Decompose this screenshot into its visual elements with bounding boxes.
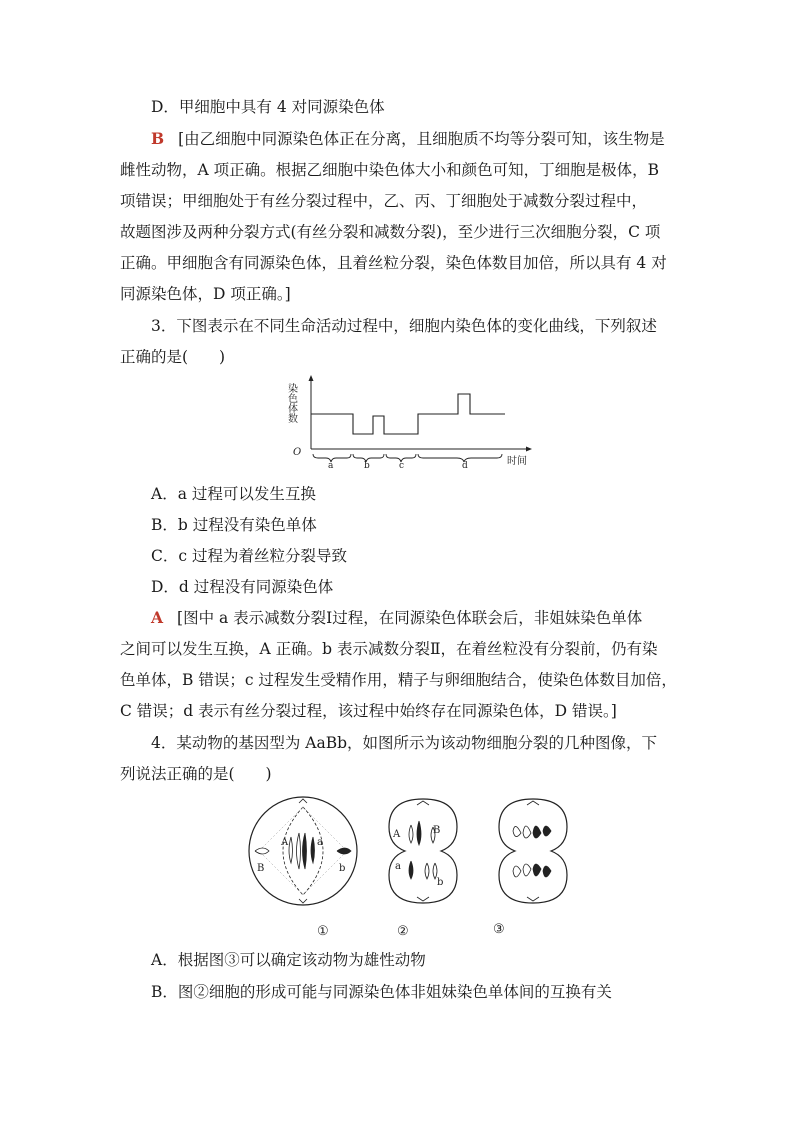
gene-label: A bbox=[281, 837, 289, 848]
q2-explanation-line: 正确。甲细胞含有同源染色体，且着丝粒分裂，染色体数目加倍，所以具有 4 对 bbox=[120, 254, 667, 272]
origin-label: O bbox=[293, 447, 302, 458]
q2-explanation-line: 雌性动物，A 项正确。根据乙细胞中染色体大小和颜色可知，丁细胞是极体，B bbox=[120, 161, 660, 179]
q3-explanation-line: 之间可以发生互换，A 正确。b 表示减数分裂Ⅱ，在着丝粒没有分裂前，仍有染 bbox=[120, 640, 658, 658]
gene-label: B bbox=[257, 863, 265, 874]
x-axis-arrow bbox=[526, 447, 532, 452]
q3-option-c: C．c 过程为着丝粒分裂导致 bbox=[151, 547, 347, 565]
q3-option-d: D．d 过程没有同源染色体 bbox=[151, 578, 334, 596]
segment-label: a bbox=[328, 461, 334, 471]
chromosome-curve bbox=[311, 394, 505, 434]
q2-answer: B bbox=[151, 129, 165, 148]
q3-stem: 正确的是( ) bbox=[120, 348, 226, 366]
q2-explanation-line: B [由乙细胞中同源染色体正在分离，且细胞质不均等分裂可知，该生物是 bbox=[151, 129, 665, 148]
q4-option-b: B．图②细胞的形成可能与同源染色体非姐妹染色单体间的互换有关 bbox=[151, 983, 612, 1001]
brace-d bbox=[418, 454, 502, 462]
gene-label: A bbox=[393, 829, 401, 840]
cell-1-mitosis bbox=[249, 797, 357, 905]
q3-explanation-line: 色单体，B 错误；c 过程发生受精作用，精子与卵细胞结合，使染色体数目加倍， bbox=[120, 671, 677, 689]
y-axis-label: 染色体数 bbox=[285, 383, 297, 423]
y-axis-arrow bbox=[309, 375, 314, 381]
gene-label: b bbox=[437, 877, 444, 888]
q3-explanation-line: A [图中 a 表示减数分裂Ⅰ过程，在同源染色体联会后，非姐妹染色单体 bbox=[151, 608, 643, 627]
q2-option-d: D．甲细胞中具有 4 对同源染色体 bbox=[151, 98, 385, 116]
cell-2-meiosis bbox=[389, 799, 457, 903]
q4-stem: 4．某动物的基因型为 AaBb，如图所示为该动物细胞分裂的几种图像，下 bbox=[151, 734, 658, 752]
q2-explanation-line: 同源染色体，D 项正确。] bbox=[120, 285, 291, 303]
segment-label: d bbox=[462, 461, 468, 471]
q2-explanation-line: 项错误；甲细胞处于有丝分裂过程中，乙、丙、丁细胞处于减数分裂过程中， bbox=[120, 192, 648, 210]
segment-label: b bbox=[364, 461, 370, 471]
gene-label: a bbox=[395, 861, 401, 872]
q3-explanation-line: C 错误；d 表示有丝分裂过程，该过程中始终存在同源染色体，D 错误。] bbox=[120, 702, 617, 720]
q3-stem: 3．下图表示在不同生命活动过程中，细胞内染色体的变化曲线，下列叙述 bbox=[151, 317, 657, 335]
cell-division-figure bbox=[245, 793, 590, 943]
figure-label: ③ bbox=[493, 922, 505, 937]
cell-3-mitosis bbox=[499, 799, 567, 903]
q3-answer: A bbox=[151, 608, 164, 627]
q3-option-a: A．a 过程可以发生互换 bbox=[151, 485, 316, 503]
chromosome-number-graph bbox=[285, 372, 535, 472]
gene-label: B bbox=[433, 825, 441, 836]
q3-option-b: B．b 过程没有染色单体 bbox=[151, 516, 317, 534]
q4-option-a: A．根据图③可以确定该动物为雄性动物 bbox=[151, 951, 426, 969]
q2-explanation-line: 故题图涉及两种分裂方式(有丝分裂和减数分裂)，至少进行三次细胞分裂，C 项 bbox=[120, 223, 661, 241]
x-axis-label: 时间 bbox=[507, 456, 527, 467]
figure-label: ② bbox=[397, 924, 409, 939]
figure-label: ① bbox=[317, 924, 329, 939]
segment-label: c bbox=[399, 461, 405, 471]
gene-label: b bbox=[339, 863, 346, 874]
q4-stem: 列说法正确的是( ) bbox=[120, 765, 272, 783]
gene-label: a bbox=[317, 837, 323, 848]
